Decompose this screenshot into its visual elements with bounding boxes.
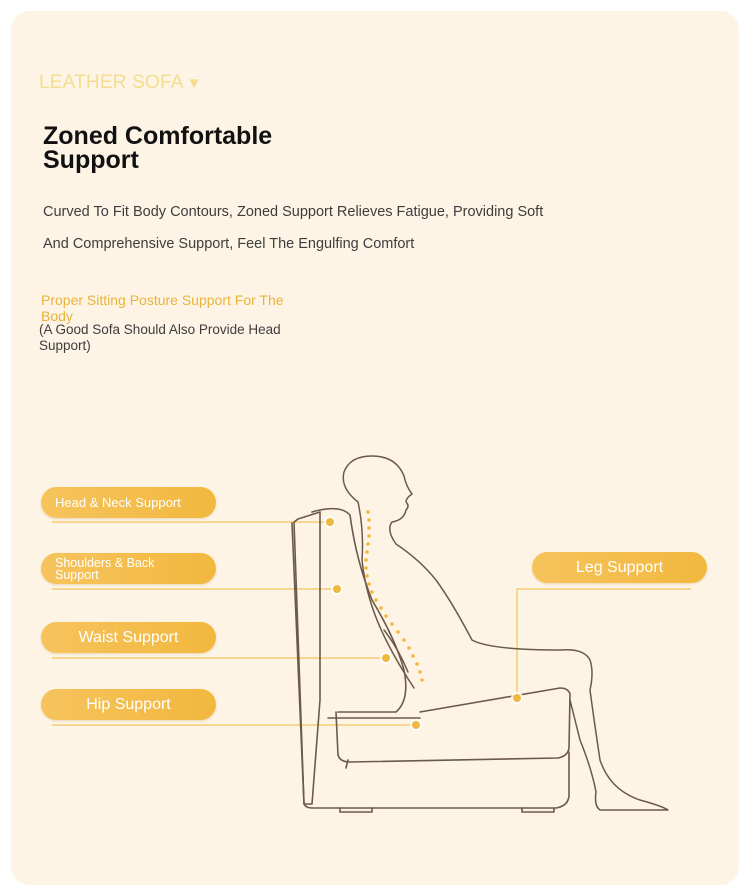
triangle-down-icon: ▼ [186,75,202,92]
person-outline [343,456,668,810]
page-title: Zoned Comfortable Support [43,122,273,174]
label-shoulders-back-text: Shoulders & Back Support [55,555,155,582]
sofa-outline [292,509,570,812]
label-hip-text: Hip Support [86,695,171,713]
label-waist-text: Waist Support [78,628,179,646]
description-line-2: And Comprehensive Support, Feel The Engulfing Comfort [43,236,415,252]
description-line-1: Curved To Fit Body Contours, Zoned Support Relieves Fatigue, Providing Soft [43,204,544,220]
posture-note: (A Good Sofa Should Also Provide Head Support) [39,322,281,353]
category-text: LEATHER SOFA [39,72,184,93]
label-head-neck-support [41,487,216,518]
label-head-neck-text: Head & Neck Support [55,495,181,510]
leader-line-leg [517,589,691,698]
label-shoulders-back-support [41,553,216,584]
label-leg-support [532,552,707,583]
posture-heading: Proper Sitting Posture Support For The Body [41,292,284,324]
label-hip-support [41,689,216,720]
label-leg-text: Leg Support [575,558,664,576]
label-waist-support [41,622,216,653]
